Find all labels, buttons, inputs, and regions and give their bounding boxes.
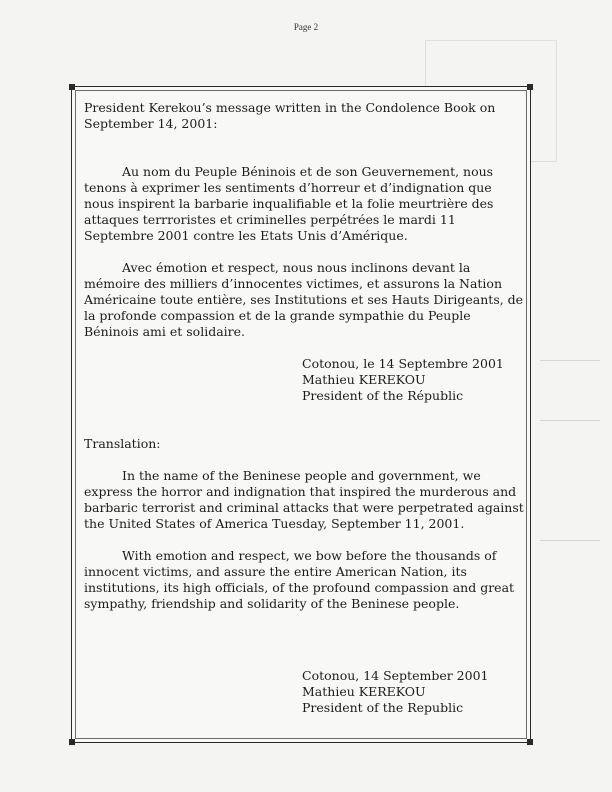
background-divider xyxy=(540,360,600,361)
english-signature-block xyxy=(302,668,524,716)
background-divider xyxy=(540,420,600,421)
signature-title: President of the Républic xyxy=(302,388,464,403)
signature-place-date: Cotonou, 14 September 2001 xyxy=(302,668,489,683)
english-paragraph: With emotion and respect, we bow before the thousands of innocent victims, and assure the entire American Nation, its institutions, its high officials, of the profound compassion and great sympathy, friendship and solidarity of the Beninese people. xyxy=(84,548,515,611)
signature-name: Mathieu KEREKOU xyxy=(302,684,426,699)
translation-label: Translation: xyxy=(84,436,161,451)
frame-corner-ornament xyxy=(527,84,533,90)
frame-corner-ornament xyxy=(69,84,75,90)
frame-corner-ornament xyxy=(69,739,75,745)
french-paragraph: Au nom du Peuple Béninois et de son Geuvernement, nous tenons à exprimer les sentiments d’horreur et d’indignation que nous inspirent la barbarie inqualifiable et la folie meurtrière des attaques terrroristes et criminelles perpétrées le mardi 11 Septembre 2001 contre les Etats Unis d’Amérique. xyxy=(84,164,494,243)
letter-body xyxy=(84,100,524,716)
letter-heading: President Kerekou’s message written in the Condolence Book on September 14, 2001: xyxy=(84,100,496,131)
english-paragraph: In the name of the Beninese people and government, we express the horror and indignation that inspired the murderous and barbaric terrorist and criminal attacks that were perpetrated against the United States of America Tuesday, September 11, 2001. xyxy=(84,468,524,531)
signature-title: President of the Republic xyxy=(302,700,464,715)
french-paragraph: Avec émotion et respect, nous nous inclinons devant la mémoire des milliers d’innocentes victimes, et assurons la Nation Américaine toute entière, ses Institutions et ses Hauts Dirigeants, de la profonde compassion et de la grande sympathie du Peuple Béninois ami et solidaire. xyxy=(84,260,524,339)
frame-corner-ornament xyxy=(527,739,533,745)
page-number: Page 2 xyxy=(293,22,319,32)
background-divider xyxy=(540,540,600,541)
signature-name: Mathieu KEREKOU xyxy=(302,372,426,387)
french-signature-block xyxy=(302,356,524,404)
signature-place-date: Cotonou, le 14 Septembre 2001 xyxy=(302,356,504,371)
